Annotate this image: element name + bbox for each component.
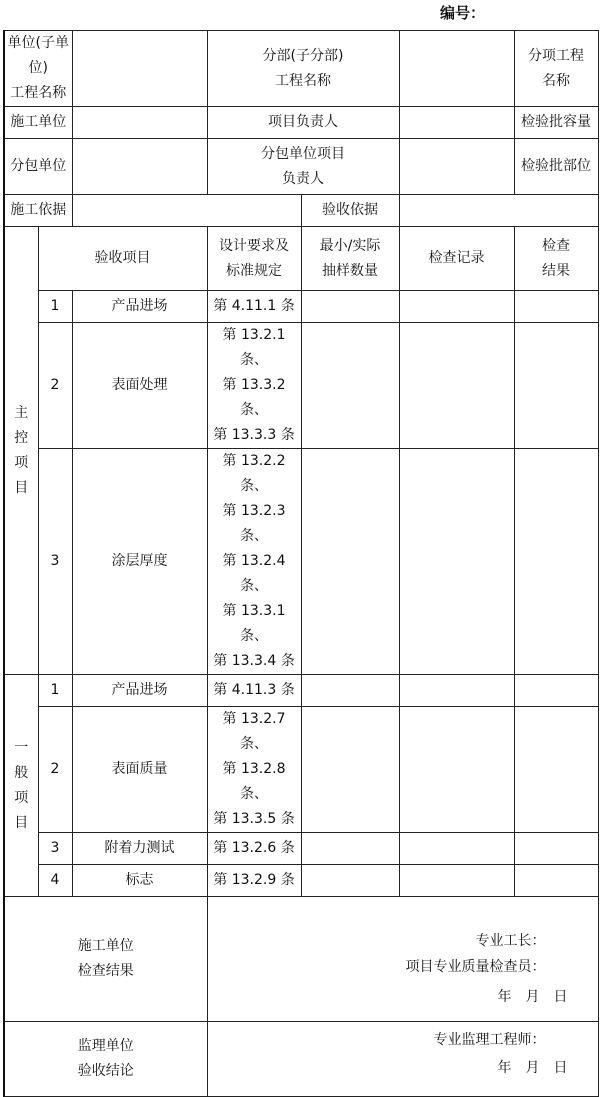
item-clause: 第 4.11.3 条 xyxy=(207,675,301,707)
item-name: 附着力测试 xyxy=(72,833,207,865)
inspection-result-field[interactable] xyxy=(514,675,598,707)
table-row xyxy=(4,833,598,865)
col-acceptance-item: 验收项目 xyxy=(38,227,207,291)
quality-inspector-label: 项目专业质量检查员： xyxy=(405,959,546,975)
col-sample-quantity: 最小/实际 抽样数量 xyxy=(301,227,399,291)
construction-check-sign-area[interactable] xyxy=(207,897,598,1022)
item-clause: 第 13.2.2 条、 第 13.2.3 条、 第 13.2.4 条、 第 13.3.1 条、 第 13.3.4 条 xyxy=(207,449,301,675)
item-name: 产品进场 xyxy=(72,675,207,707)
inspection-result-field[interactable] xyxy=(514,449,598,675)
inspection-result-field[interactable] xyxy=(514,865,598,897)
supervision-conclusion-label: 监理单位 验收结论 xyxy=(4,1022,207,1097)
table-row xyxy=(4,323,598,449)
sample-quantity-field[interactable] xyxy=(301,675,399,707)
subcontractor-label: 分包单位 xyxy=(4,139,72,195)
document-number-label: 编号： xyxy=(440,4,486,22)
inspection-result-field[interactable] xyxy=(514,291,598,323)
construction-date-label: 年 月 日 xyxy=(497,989,568,1005)
inspection-record-field[interactable] xyxy=(399,833,514,865)
col-inspection-record: 检查记录 xyxy=(399,227,514,291)
subcontractor-manager-field[interactable] xyxy=(399,139,514,195)
item-clause: 第 4.11.1 条 xyxy=(207,291,301,323)
col-design-requirement: 设计要求及 标准规定 xyxy=(207,227,301,291)
inspection-result-field[interactable] xyxy=(514,323,598,449)
item-number: 1 xyxy=(38,675,72,707)
table-row xyxy=(4,449,598,675)
subcontractor-field[interactable] xyxy=(72,139,207,195)
inspection-result-field[interactable] xyxy=(514,833,598,865)
item-clause: 第 13.2.7 条、 第 13.2.8 条、 第 13.3.5 条 xyxy=(207,707,301,833)
acceptance-basis-field[interactable] xyxy=(399,195,598,227)
item-number: 4 xyxy=(38,865,72,897)
item-clause: 第 13.2.6 条 xyxy=(207,833,301,865)
col-inspection-result: 检查 结果 xyxy=(514,227,598,291)
batch-capacity-label: 检验批容量 xyxy=(514,107,598,139)
item-clause: 第 13.2.1 条、 第 13.3.2 条、 第 13.3.3 条 xyxy=(207,323,301,449)
item-number: 2 xyxy=(38,707,72,833)
inspection-record-field[interactable] xyxy=(399,675,514,707)
table-row xyxy=(4,707,598,833)
supervision-sign-area[interactable] xyxy=(207,1022,598,1097)
item-number: 1 xyxy=(38,291,72,323)
construction-basis-field[interactable] xyxy=(72,195,301,227)
table-row xyxy=(4,675,598,707)
foreman-label: 专业工长： xyxy=(475,933,546,949)
sample-quantity-field[interactable] xyxy=(301,449,399,675)
inspection-record-field[interactable] xyxy=(399,291,514,323)
subcontractor-manager-label: 分包单位项目 负责人 xyxy=(207,139,399,195)
table-row xyxy=(4,865,598,897)
construction-unit-label: 施工单位 xyxy=(4,107,72,139)
project-manager-label: 项目负责人 xyxy=(207,107,399,139)
inspection-record-field[interactable] xyxy=(399,449,514,675)
supervision-engineer-label: 专业监理工程师： xyxy=(433,1032,546,1048)
batch-location-label: 检验批部位 xyxy=(514,139,598,195)
sample-quantity-field[interactable] xyxy=(301,323,399,449)
main-control-items-label: 主 控 项 目 xyxy=(4,227,38,675)
item-name: 产品进场 xyxy=(72,291,207,323)
table-row xyxy=(4,291,598,323)
item-number: 3 xyxy=(38,833,72,865)
item-name: 涂层厚度 xyxy=(72,449,207,675)
sample-quantity-field[interactable] xyxy=(301,833,399,865)
unit-project-name-field[interactable] xyxy=(72,31,207,107)
item-name: 表面质量 xyxy=(72,707,207,833)
general-items-label: 一 般 项 目 xyxy=(4,675,38,897)
sample-quantity-field[interactable] xyxy=(301,707,399,833)
item-name: 标志 xyxy=(72,865,207,897)
item-number: 2 xyxy=(38,323,72,449)
item-clause: 第 13.2.9 条 xyxy=(207,865,301,897)
item-name: 表面处理 xyxy=(72,323,207,449)
inspection-batch-form xyxy=(3,30,599,1097)
inspection-record-field[interactable] xyxy=(399,323,514,449)
construction-unit-field[interactable] xyxy=(72,107,207,139)
sub-division-name-field[interactable] xyxy=(399,31,514,107)
item-number: 3 xyxy=(38,449,72,675)
inspection-record-field[interactable] xyxy=(399,707,514,833)
sub-division-name-label: 分部(子分部) 工程名称 xyxy=(207,31,399,107)
inspection-record-field[interactable] xyxy=(399,865,514,897)
supervision-date-label: 年 月 日 xyxy=(497,1060,568,1076)
unit-project-name-label: 单位(子单位) 工程名称 xyxy=(4,31,72,107)
acceptance-basis-label: 验收依据 xyxy=(301,195,399,227)
project-manager-field[interactable] xyxy=(399,107,514,139)
construction-check-label: 施工单位 检查结果 xyxy=(4,897,207,1022)
sample-quantity-field[interactable] xyxy=(301,291,399,323)
sample-quantity-field[interactable] xyxy=(301,865,399,897)
inspection-result-field[interactable] xyxy=(514,707,598,833)
sub-item-name-label: 分项工程 名称 xyxy=(514,31,598,107)
construction-basis-label: 施工依据 xyxy=(4,195,72,227)
